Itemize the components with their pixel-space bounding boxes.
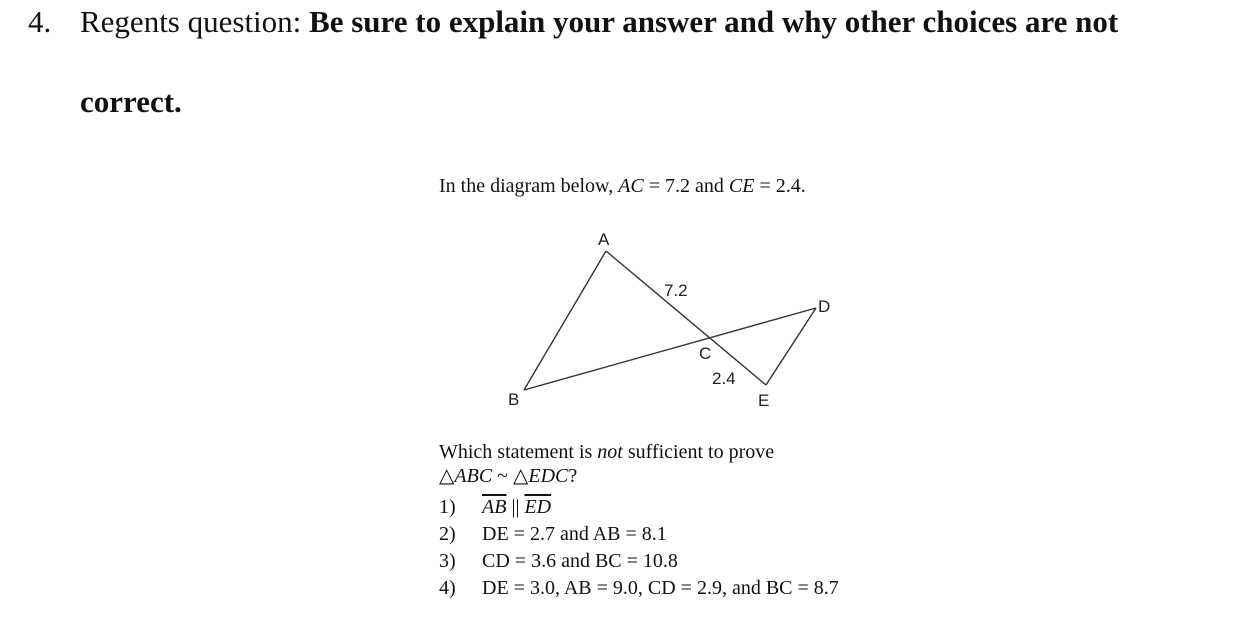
question-mark: ?: [568, 465, 578, 487]
choice-text: DE = 2.7 and AB = 8.1: [482, 523, 667, 545]
question-text: [439, 440, 774, 488]
parallel-symbol: ||: [506, 496, 525, 518]
triangle-edc: EDC: [528, 465, 569, 487]
problem-stem: [439, 175, 806, 198]
question-suffix: sufficient to prove: [622, 441, 775, 463]
segment-ed-overline: $\overline{ED}$: [524, 496, 552, 518]
similar-symbol: ~: [492, 465, 513, 487]
segment-ae: [606, 251, 766, 385]
heading-bold-text-continued: correct.: [80, 84, 182, 119]
choice-number: 1): [439, 496, 456, 518]
choice-number: 2): [439, 523, 456, 545]
stem-prefix: In the diagram below,: [439, 175, 619, 197]
triangle-abc: ABC: [454, 465, 493, 487]
triangle-diagram: [500, 225, 840, 415]
length-label-ce: 2.4: [712, 369, 736, 388]
stem-value-ce: = 2.4.: [754, 175, 806, 197]
vertex-label-c: C: [699, 344, 712, 363]
stem-segment-ce: CE: [728, 175, 755, 197]
question-line-2: [439, 464, 774, 488]
triangle-symbol: △: [513, 465, 529, 487]
heading-line-1: [80, 6, 1118, 37]
stem-segment-ac: AC: [618, 175, 644, 197]
choice-number: 3): [439, 550, 456, 572]
stem-value-ac: = 7.2 and: [643, 175, 729, 197]
segment-ab: [524, 251, 606, 390]
length-label-ac: 7.2: [664, 281, 688, 300]
choice-number: 4): [439, 577, 456, 599]
choice-text: [482, 494, 551, 521]
vertex-label-e: E: [758, 391, 770, 410]
choice-text: CD = 3.6 and BC = 10.8: [482, 550, 678, 572]
vertex-label-a: A: [598, 230, 610, 249]
vertex-label-b: B: [508, 390, 520, 409]
segment-bd: [524, 308, 816, 390]
triangle-symbol: △: [439, 465, 455, 487]
question-emphasis: not: [597, 441, 623, 463]
question-line-1: [439, 440, 774, 464]
segment-ab-overline: $\overline{AB}$: [482, 496, 507, 518]
question-prefix: Which statement is: [439, 441, 598, 463]
choice-text: DE = 3.0, AB = 9.0, CD = 2.9, and BC = 8.7: [482, 577, 839, 599]
heading-intro: Regents question:: [80, 4, 310, 39]
question-number: 4.: [28, 4, 52, 39]
heading-bold-text: Be sure to explain your answer and why other choices are not: [309, 4, 1119, 39]
vertex-label-d: D: [818, 297, 831, 316]
